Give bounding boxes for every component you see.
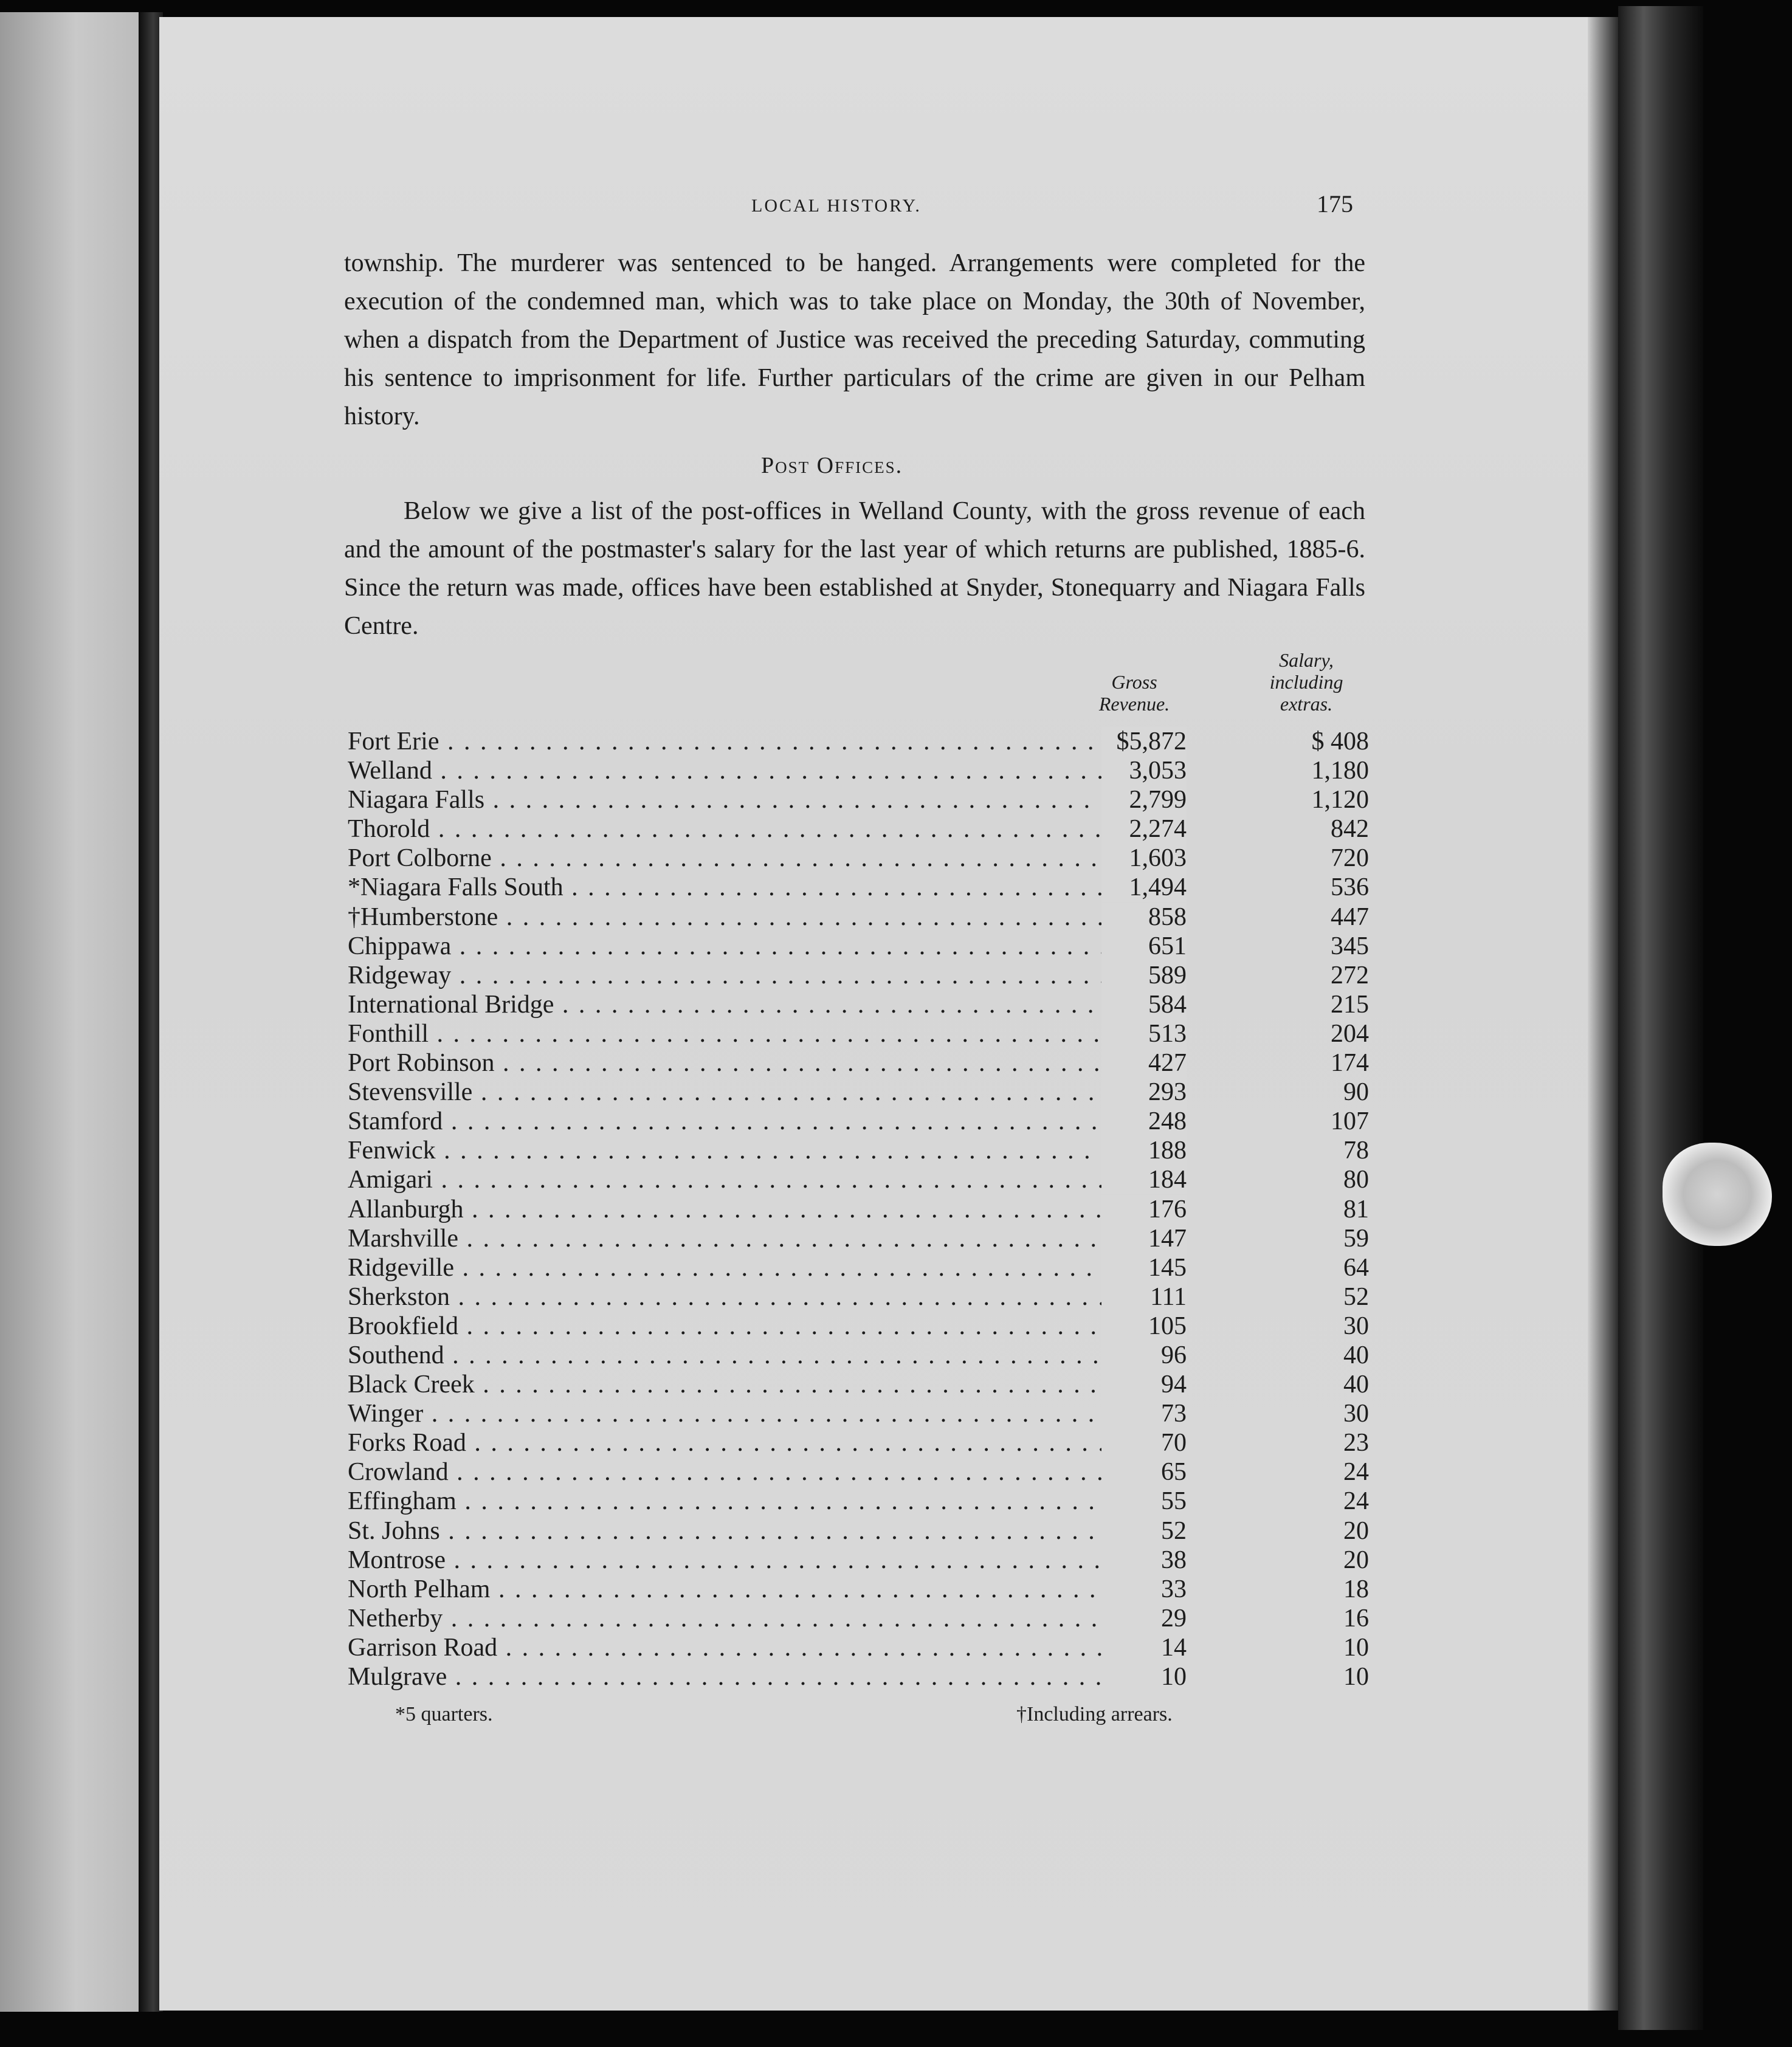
office-name: Winger . . . (348, 1399, 1101, 1428)
gross-revenue-cell: 33 (1101, 1575, 1187, 1604)
gross-revenue-cell: 145 (1101, 1253, 1187, 1282)
office-name: *Niagara Falls South . . . (348, 873, 1101, 902)
table-row (348, 1457, 1369, 1487)
office-name: Thorold . . . (348, 814, 1101, 844)
post-office-table (348, 727, 1369, 1691)
gross-revenue-cell: 2,799 (1101, 785, 1187, 814)
salary-cell: 204 (1331, 1019, 1369, 1048)
office-name: Forks Road . . . (348, 1428, 1101, 1457)
table-row (348, 1516, 1369, 1546)
salary-cell: 81 (1343, 1195, 1369, 1223)
table-row (348, 785, 1369, 814)
office-name: Stevensville . . . (348, 1078, 1101, 1107)
gross-revenue-cell: 29 (1101, 1604, 1187, 1633)
salary-cell: 18 (1343, 1575, 1369, 1603)
office-name: Fenwick . . . (348, 1136, 1101, 1165)
gross-revenue-cell: 52 (1101, 1516, 1187, 1546)
gross-revenue-cell: 105 (1101, 1312, 1187, 1341)
gross-revenue-cell: 38 (1101, 1546, 1187, 1575)
gross-revenue-cell: 427 (1101, 1048, 1187, 1078)
gross-revenue-cell: 184 (1101, 1165, 1187, 1194)
gross-revenue-cell: 94 (1101, 1370, 1187, 1399)
salary-cell: 107 (1331, 1107, 1369, 1136)
salary-header-line: Salary, (1279, 649, 1334, 671)
salary-cell: 1,120 (1311, 786, 1369, 814)
office-name: Sherkston . . . (348, 1282, 1101, 1312)
salary-cell: 64 (1343, 1253, 1369, 1282)
table-row (348, 1604, 1369, 1633)
office-name: Fonthill . . . (348, 1019, 1101, 1048)
gross-revenue-cell: 65 (1101, 1457, 1187, 1487)
gross-revenue-header (1092, 671, 1177, 715)
office-name: Ridgeway . . . (348, 961, 1101, 990)
gross-revenue-cell: 1,494 (1101, 873, 1187, 902)
gross-header-line: Revenue. (1098, 693, 1170, 715)
gross-revenue-cell: 147 (1101, 1224, 1187, 1253)
table-row (348, 1107, 1369, 1136)
office-name: North Pelham . . . (348, 1575, 1101, 1604)
gross-revenue-cell: 858 (1101, 903, 1187, 932)
table-row (348, 1662, 1369, 1691)
salary-cell: 23 (1343, 1429, 1369, 1457)
salary-cell: 10 (1343, 1663, 1369, 1691)
office-name: Chippawa . . . (348, 932, 1101, 961)
office-name: †Humberstone . . . (348, 903, 1101, 932)
salary-cell: 30 (1343, 1400, 1369, 1428)
gross-revenue-cell: 584 (1101, 990, 1187, 1019)
office-name: Brookfield . . . (348, 1312, 1101, 1341)
office-name: Netherby . . . (348, 1604, 1101, 1633)
gross-revenue-cell: 293 (1101, 1078, 1187, 1107)
salary-cell: 272 (1331, 961, 1369, 989)
salary-cell: 78 (1343, 1137, 1369, 1165)
table-row (348, 932, 1369, 961)
table-row (348, 873, 1369, 902)
gross-revenue-cell: 513 (1101, 1019, 1187, 1048)
table-row (348, 1487, 1369, 1516)
office-name: Allanburgh . . . (348, 1195, 1101, 1224)
salary-cell: 24 (1343, 1458, 1369, 1487)
salary-cell: 345 (1331, 932, 1369, 960)
office-name: St. Johns . . . (348, 1516, 1101, 1546)
gross-header-line: Gross (1111, 671, 1157, 693)
gross-revenue-cell: $5,872 (1101, 727, 1187, 756)
table-row (348, 727, 1369, 756)
office-name: International Bridge . . . (348, 990, 1101, 1019)
salary-cell: 215 (1331, 990, 1369, 1019)
office-name: Ridgeville . . . (348, 1253, 1101, 1282)
office-name: Fort Erie . . . (348, 727, 1101, 756)
salary-cell: 16 (1343, 1604, 1369, 1632)
table-row (348, 1165, 1369, 1194)
footnote-star: *5 quarters. (395, 1703, 493, 1725)
table-row (348, 1370, 1369, 1399)
salary-cell: 30 (1343, 1312, 1369, 1340)
salary-cell: 40 (1343, 1371, 1369, 1399)
salary-cell: 40 (1343, 1341, 1369, 1369)
table-row (348, 1019, 1369, 1048)
salary-header-line: including (1269, 671, 1343, 693)
table-row (348, 1428, 1369, 1457)
gross-revenue-cell: 96 (1101, 1341, 1187, 1370)
section-title: Post Offices. (761, 453, 903, 478)
table-row (348, 1282, 1369, 1312)
salary-cell: 52 (1343, 1282, 1369, 1311)
salary-cell: 10 (1343, 1633, 1369, 1662)
gross-revenue-cell: 14 (1101, 1633, 1187, 1662)
salary-cell: 20 (1343, 1546, 1369, 1574)
page-number: 175 (1317, 190, 1353, 218)
gross-revenue-cell: 55 (1101, 1487, 1187, 1516)
table-row (348, 844, 1369, 873)
salary-header (1249, 649, 1364, 715)
table-row (348, 903, 1369, 932)
salary-cell: 174 (1331, 1049, 1369, 1078)
intro-paragraph: township. The murderer was sentenced to be hanged. Arrangements were completed for the execution of the condemned man, which was to take place on Monday, the 30th of November, when a dispatch from the Department of Justice was received the preceding Saturday, commuting his sentence to imprisonment for life. Further particulars of the crime are given in our Pelham history. (344, 249, 1365, 430)
gross-revenue-cell: 111 (1101, 1282, 1187, 1312)
table-row (348, 961, 1369, 990)
office-name: Welland . . . (348, 756, 1101, 785)
salary-cell: 720 (1331, 844, 1369, 873)
office-name: Crowland . . . (348, 1457, 1101, 1487)
gross-revenue-cell: 1,603 (1101, 844, 1187, 873)
table-row (348, 1399, 1369, 1428)
gross-revenue-cell: 3,053 (1101, 756, 1187, 785)
table-row (348, 1136, 1369, 1165)
table-row (348, 1048, 1369, 1078)
table-row (348, 1633, 1369, 1662)
office-name: Black Creek . . . (348, 1370, 1101, 1399)
gross-revenue-cell: 188 (1101, 1136, 1187, 1165)
office-name: Marshville . . . (348, 1224, 1101, 1253)
salary-cell: 24 (1343, 1487, 1369, 1516)
office-name: Port Colborne . . . (348, 844, 1101, 873)
table-row (348, 1546, 1369, 1575)
gross-revenue-cell: 10 (1101, 1662, 1187, 1691)
gross-revenue-cell: 589 (1101, 961, 1187, 990)
office-name: Southend . . . (348, 1341, 1101, 1370)
gross-revenue-cell: 176 (1101, 1195, 1187, 1224)
office-name: Garrison Road . . . (348, 1633, 1101, 1662)
section-paragraph: Below we give a list of the post-offices in Welland County, with the gross revenue of each and the amount of the postmaster's salary for the last year of which returns are published, 1885-6. Since the return was made, offices have been established at Snyder, Stonequarry and Niagara Falls Centre. (344, 497, 1365, 640)
office-name: Effingham . . . (348, 1487, 1101, 1516)
gross-revenue-cell: 2,274 (1101, 814, 1187, 844)
salary-cell: $ 408 (1311, 728, 1369, 755)
salary-cell: 536 (1331, 873, 1369, 902)
table-row (348, 990, 1369, 1019)
office-name: Montrose . . . (348, 1546, 1101, 1575)
gross-revenue-cell: 73 (1101, 1399, 1187, 1428)
salary-cell: 842 (1331, 815, 1369, 844)
office-name: Niagara Falls . . . (348, 785, 1101, 814)
table-row (348, 1575, 1369, 1604)
salary-cell: 20 (1343, 1516, 1369, 1545)
table-row (348, 756, 1369, 785)
table-row (348, 1253, 1369, 1282)
table-row (348, 1312, 1369, 1341)
table-row (348, 1078, 1369, 1107)
office-name: Port Robinson . . . (348, 1048, 1101, 1078)
table-row (348, 1195, 1369, 1224)
table-row (348, 1224, 1369, 1253)
gross-revenue-cell: 70 (1101, 1428, 1187, 1457)
office-name: Mulgrave . . . (348, 1662, 1101, 1691)
salary-cell: 80 (1343, 1166, 1369, 1194)
gross-revenue-cell: 651 (1101, 932, 1187, 961)
salary-cell: 1,180 (1311, 757, 1369, 785)
table-row (348, 814, 1369, 844)
office-name: Stamford . . . (348, 1107, 1101, 1136)
gross-revenue-cell: 248 (1101, 1107, 1187, 1136)
salary-header-line: extras. (1280, 693, 1333, 715)
salary-cell: 90 (1343, 1078, 1369, 1107)
salary-cell: 59 (1343, 1224, 1369, 1253)
footnote-dagger: †Including arrears. (1016, 1703, 1173, 1725)
salary-cell: 447 (1331, 903, 1369, 931)
office-name: Amigari . . . (348, 1165, 1101, 1194)
table-row (348, 1341, 1369, 1370)
running-head: LOCAL HISTORY. (751, 196, 922, 216)
